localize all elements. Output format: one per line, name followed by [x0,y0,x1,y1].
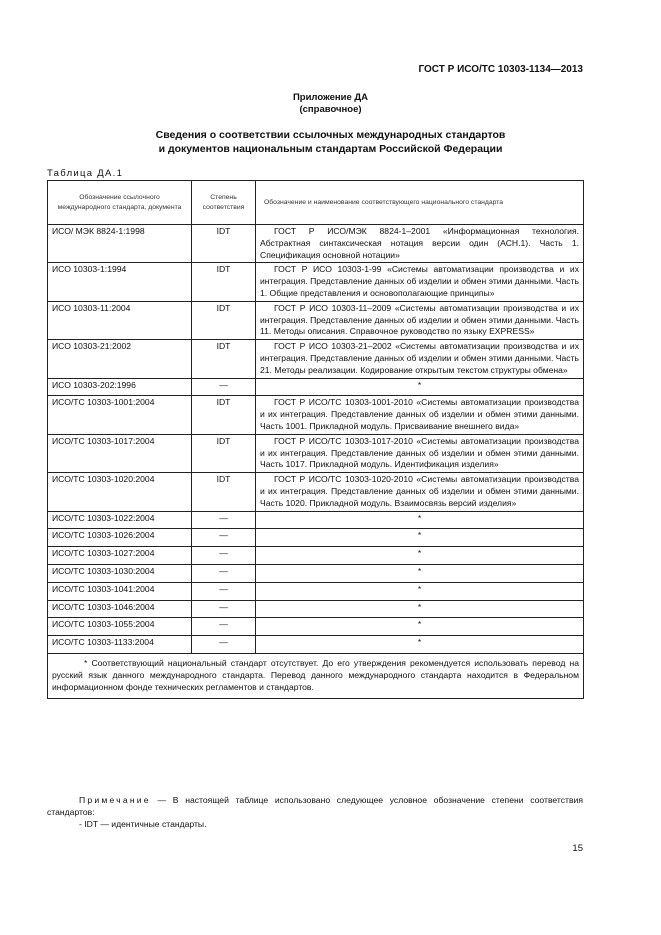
table-row [48,340,584,378]
cell-degree: IDT [192,396,256,434]
cell-doc: ИСО/ТС 10303-1046:2004 [48,600,192,618]
table-row [48,564,584,582]
note-label: Примечание [79,795,151,805]
cell-national: ГОСТ Р ИСО/МЭК 8824-1–2001 «Информационная технология. Абстрактная синтаксическая нотация версии один (АСН.1). Часть 1. Спецификация основной нотации» [256,225,584,263]
table-row [48,529,584,547]
document-code: ГОСТ Р ИСО/ТС 10303-1134—2013 [418,64,583,75]
cell-doc: ИСО/ТС 10303-1022:2004 [48,511,192,529]
section-title-line2: и документов национальным стандартам Российской Федерации [158,143,503,155]
cell-doc: ИСО/ТС 10303-1017:2004 [48,434,192,472]
section-title [0,128,661,156]
table-row [48,301,584,339]
cell-national: ГОСТ Р ИСО/ТС 10303-1001-2010 «Системы автоматизации производства и их интеграция. Представление данных об изделии и обмен этими данными. Часть 1001. Прикладной модуль. Присваивание внешнего вида» [256,396,584,434]
header-reference-standard: Обозначение ссылочного международного стандарта, документа [48,181,192,225]
cell-doc: ИСО 10303-1:1994 [48,263,192,301]
table-row [48,434,584,472]
correspondence-table [47,180,584,699]
appendix-heading [0,92,661,116]
cell-degree: — [192,564,256,582]
note-item: - IDT — идентичные стандарты. [79,818,207,829]
cell-degree: IDT [192,434,256,472]
cell-degree: — [192,378,256,396]
header-national-standard: Обозначение и наименование соответствующего национального стандарта [256,181,584,225]
cell-national: ГОСТ Р ИСО 10303-21–2002 «Системы автоматизации производства и их интеграция. Представление данных об изделии и обмен этими данными. Часть 21. Методы реализации. Кодирование открытым текстом структуры обмена» [256,340,584,378]
cell-national: * [256,547,584,565]
appendix-subtitle: (справочное) [299,104,362,115]
cell-national: ГОСТ Р ИСО 10303-1-99 «Системы автоматизации производства и их интеграция. Представление данных об изделии и обмен этими данными. Часть 1. Общие представления и основополагающие принципы» [256,263,584,301]
table-row [48,263,584,301]
header-degree: Степень соответствия [192,181,256,225]
page-number: 15 [572,843,583,854]
cell-degree: IDT [192,301,256,339]
appendix-title: Приложение ДА [292,92,369,103]
cell-national: * [256,564,584,582]
table-row [48,600,584,618]
cell-national: * [256,636,584,654]
cell-national: * [256,529,584,547]
table-row [48,511,584,529]
cell-national: ГОСТ Р ИСО/ТС 10303-1020-2010 «Системы автоматизации производства и их интеграция. Представление данных об изделии и обмен этими данными. Часть 1020. Прикладной модуль. Взаимосвязь версий изделия» [256,473,584,511]
table-footnote-row [48,653,584,698]
table-header-row [48,181,584,225]
cell-doc: ИСО/ТС 10303-1041:2004 [48,582,192,600]
cell-degree: — [192,511,256,529]
cell-doc: ИСО 10303-21:2002 [48,340,192,378]
cell-doc: ИСО/ТС 10303-1001:2004 [48,396,192,434]
cell-degree: IDT [192,263,256,301]
table-row [48,378,584,396]
cell-national: * [256,582,584,600]
cell-degree: — [192,636,256,654]
cell-national: * [256,600,584,618]
cell-national: ГОСТ Р ИСО/ТС 10303-1017-2010 «Системы автоматизации производства и их интеграция. Представление данных об изделии и обмен этими данными. Часть 1017. Прикладной модуль. Идентификация изделия» [256,434,584,472]
cell-degree: IDT [192,473,256,511]
table-row [48,636,584,654]
table-row [48,225,584,263]
table-row [48,582,584,600]
cell-degree: — [192,600,256,618]
table-row [48,473,584,511]
cell-degree: IDT [192,340,256,378]
cell-doc: ИСО/ТС 10303-1026:2004 [48,529,192,547]
cell-doc: ИСО/ МЭК 8824-1:1998 [48,225,192,263]
cell-doc: ИСО/ТС 10303-1027:2004 [48,547,192,565]
cell-national: * [256,618,584,636]
cell-doc: ИСО 10303-11:2004 [48,301,192,339]
cell-degree: — [192,529,256,547]
cell-degree: — [192,618,256,636]
table-row [48,396,584,434]
cell-doc: ИСО/ТС 10303-1055:2004 [48,618,192,636]
cell-doc: ИСО 10303-202:1996 [48,378,192,396]
table-note [47,795,583,830]
section-title-line1: Сведения о соответствии ссылочных международных стандартов [155,129,506,141]
table-caption: Таблица ДА.1 [47,168,124,179]
cell-degree: — [192,547,256,565]
cell-doc: ИСО/ТС 10303-1020:2004 [48,473,192,511]
cell-national: * [256,511,584,529]
note-text: — В настоящей таблице использовано следующее условное обозначение степени соответствия стандартов: [47,795,584,817]
cell-degree: IDT [192,225,256,263]
table-row [48,547,584,565]
cell-national: * [256,378,584,396]
table-row [48,618,584,636]
cell-degree: — [192,582,256,600]
cell-national: ГОСТ Р ИСО 10303-11–2009 «Системы автоматизации производства и их интеграция. Представление данных об изделии и обмен этими данными. Часть 11. Методы описания. Справочное руководство по языку EXPRESS» [256,301,584,339]
table-footnote: * Соответствующий национальный стандарт отсутствует. До его утверждения рекомендуется использовать перевод на русский язык данного международного стандарта. Перевод данного международного стандарта находится в Федеральном информационном фонде технических регламентов и стандартов. [48,653,584,698]
cell-doc: ИСО/ТС 10303-1030:2004 [48,564,192,582]
cell-doc: ИСО/ТС 10303-1133:2004 [48,636,192,654]
